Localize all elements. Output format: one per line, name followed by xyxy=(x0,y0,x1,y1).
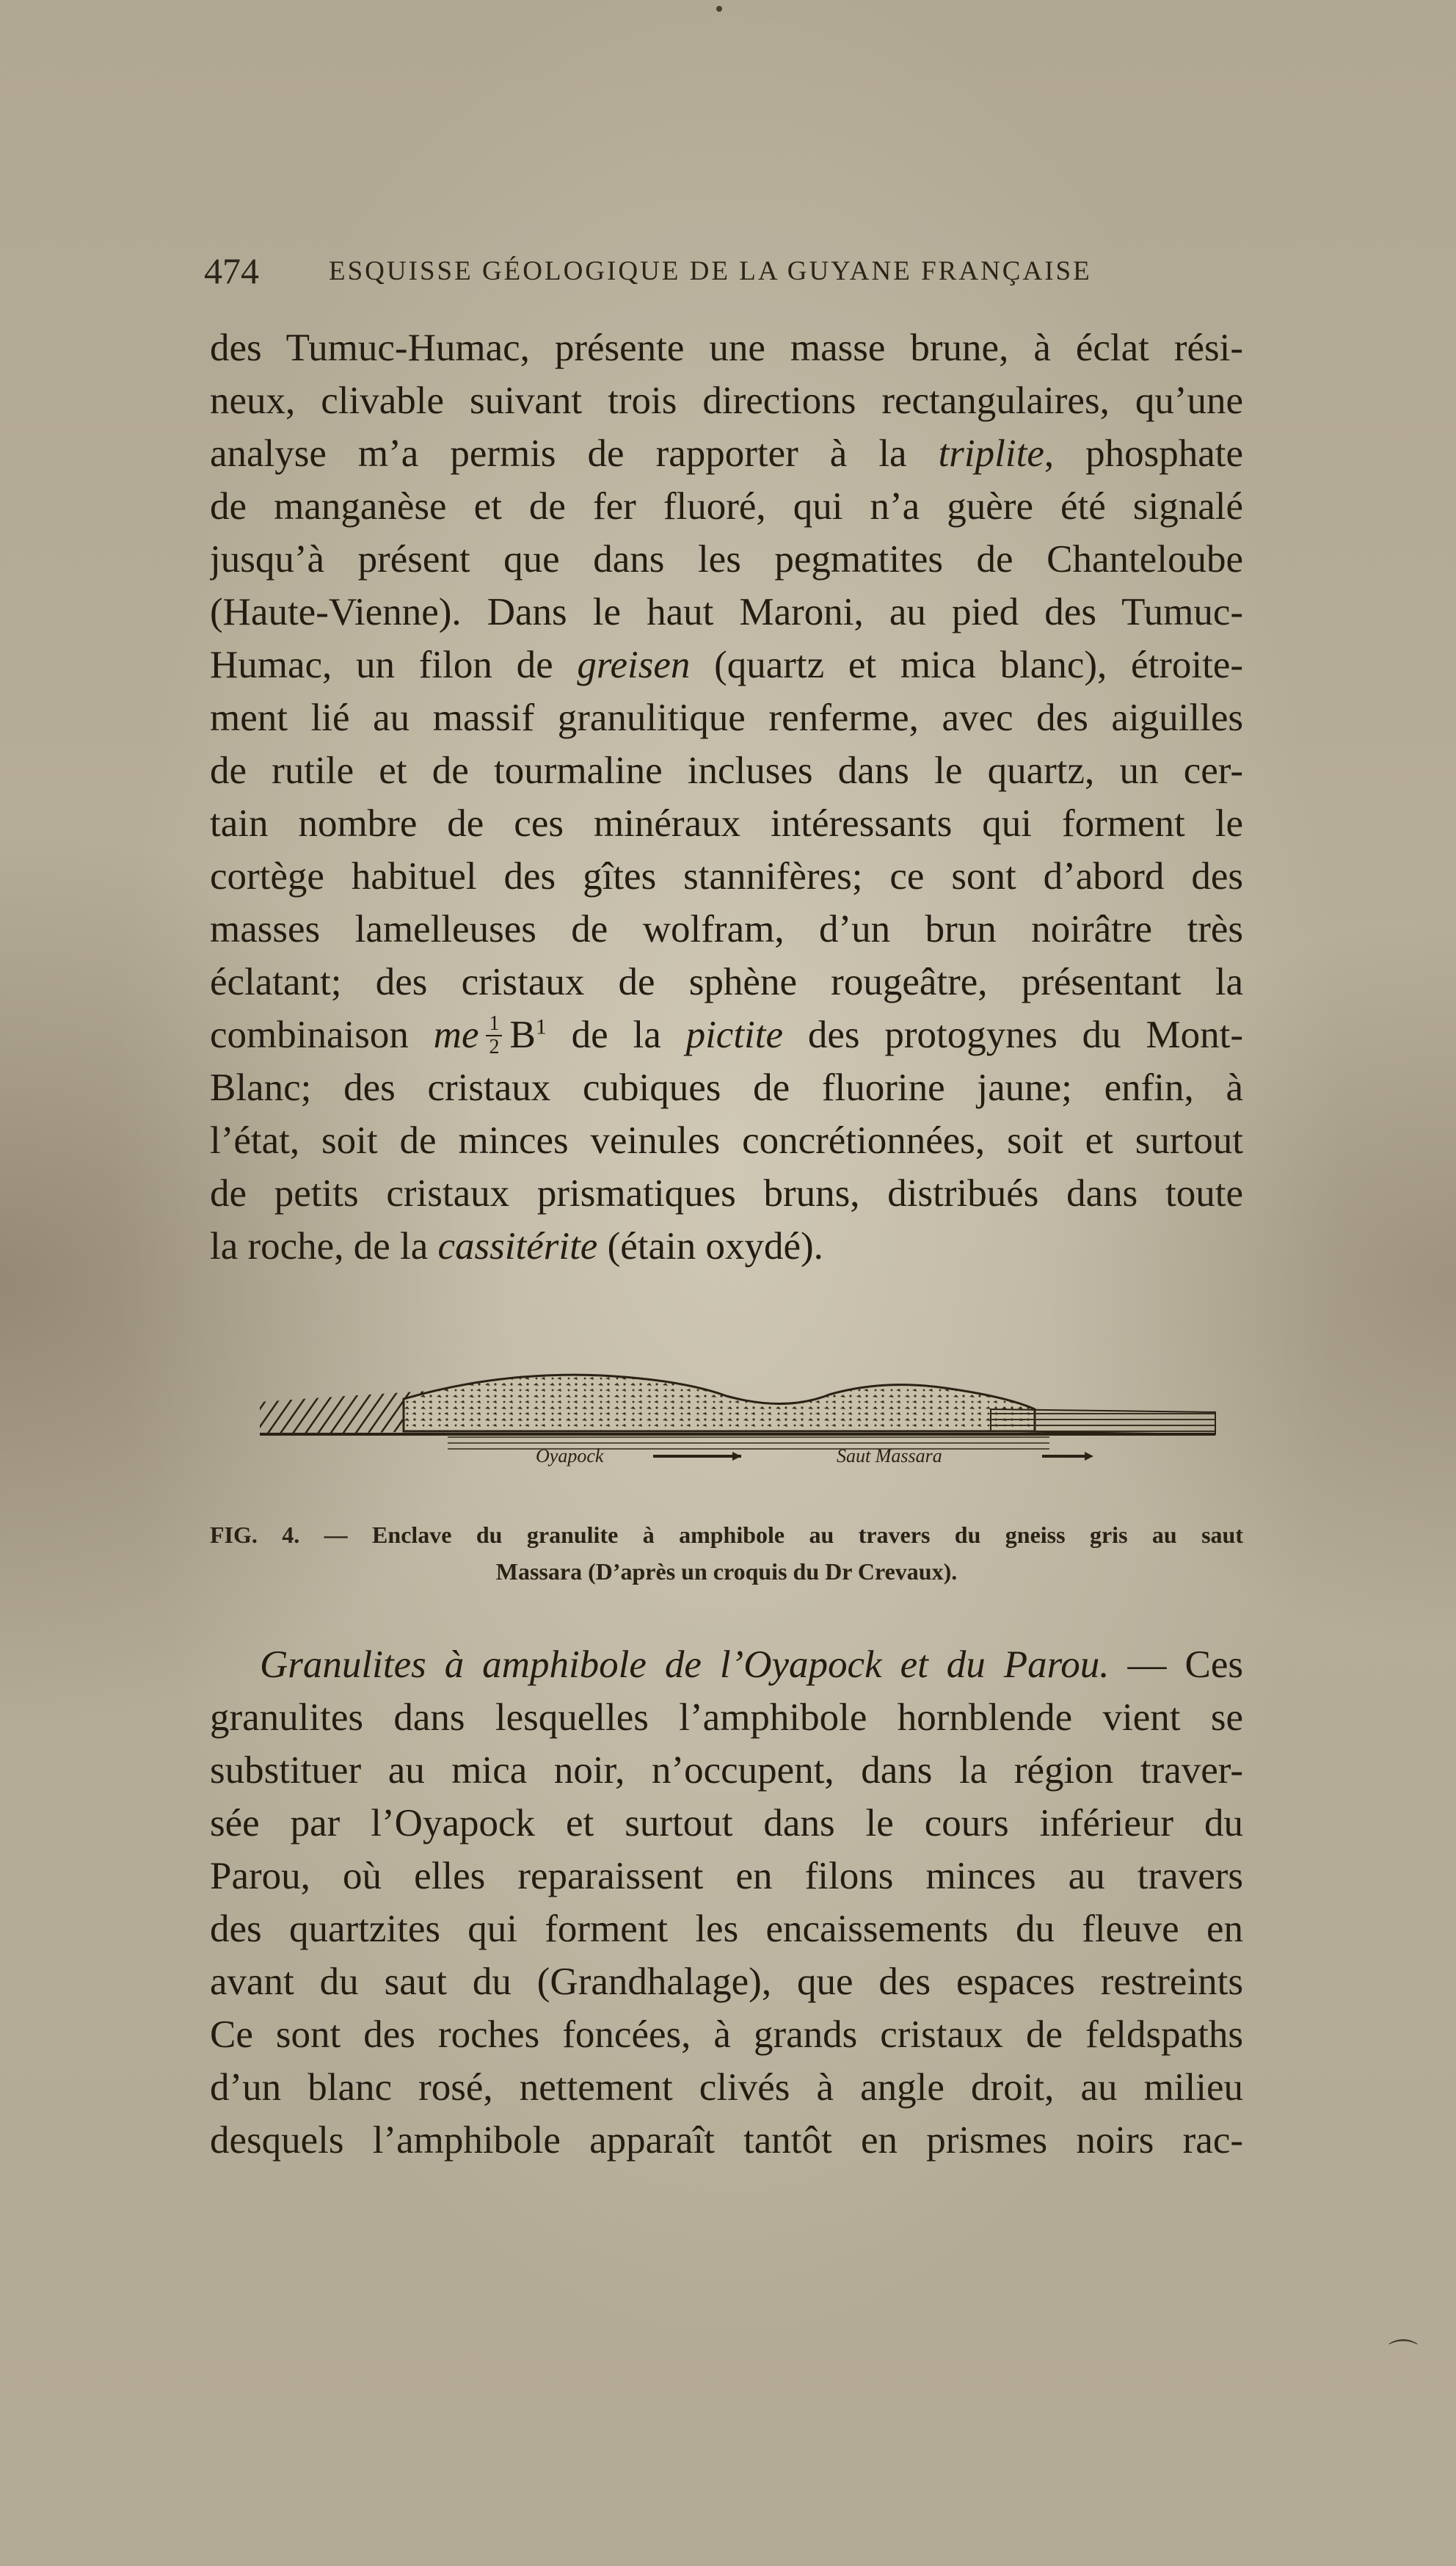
text-line: cortège habituel des gîtes stannifères; ce sont d’abord des xyxy=(210,855,1243,898)
text-line: d’un blanc rosé, nettement clivés à angle droit, au milieu xyxy=(210,2066,1243,2109)
text-line: (Haute-Vienne). Dans le haut Maroni, au pied des Tumuc- xyxy=(210,591,1243,633)
figure-label-oyapock: Oyapock xyxy=(536,1445,604,1466)
margin-mark: ⌒ xyxy=(1388,2338,1418,2371)
caption-line-1: FIG. 4. — Enclave du granulite à amphibole au travers du gneiss gris au saut xyxy=(210,1522,1243,1548)
text-line: substituer au mica noir, n’occupent, dans la région traver- xyxy=(210,1749,1243,1792)
text-line: Blanc; des cristaux cubiques de fluorine jaune; enfin, à xyxy=(210,1066,1243,1109)
text-line: masses lamelleuses de wolfram, d’un brun noirâtre très xyxy=(210,908,1243,951)
section-heading-line: Granulites à amphibole de l’Oyapock et du Parou. — Ces xyxy=(210,1638,1243,1691)
text-line: la roche, de la cassitérite (étain oxydé). xyxy=(210,1225,823,1268)
figure-caption xyxy=(210,1516,1243,1590)
text-line: des quartzites qui forment les encaissements du fleuve en xyxy=(210,1908,1243,1950)
text-line: Ce sont des roches foncées, à grands cristaux de feldspaths xyxy=(210,2013,1243,2056)
text-line: combinaison me $\frac{1}{2}$ $B^1$ de la pictite des protogynes du Mont- xyxy=(210,1011,1243,1058)
text-line: jusqu’à présent que dans les pegmatites de Chanteloube xyxy=(210,538,1243,581)
text-line: neux, clivable suivant trois directions rectangulaires, qu’une xyxy=(210,379,1243,422)
figure-label-saut-massara: Saut Massara xyxy=(837,1445,942,1466)
text-line: sée par l’Oyapock et surtout dans le cours inférieur du xyxy=(210,1802,1243,1844)
text-line: de petits cristaux prismatiques bruns, distribués dans toute xyxy=(210,1172,1243,1215)
text-line: Humac, un filon de greisen (quartz et mica blanc), étroite- xyxy=(210,644,1243,686)
text-line: tain nombre de ces minéraux intéressants qui forment le xyxy=(210,802,1243,845)
running-head-title: ESQUISSE GÉOLOGIQUE DE LA GUYANE FRANÇAISE xyxy=(329,256,1092,286)
fraction: $\frac{1}{2}$ xyxy=(486,1013,502,1058)
section-heading: Granulites à amphibole de l’Oyapock et du Parou. xyxy=(260,1643,1110,1686)
paragraph-2 xyxy=(210,1638,1243,2167)
text-line: analyse m’a permis de rapporter à la triplite, phosphate xyxy=(210,432,1243,475)
text-line: desquels l’amphibole apparaît tantôt en prismes noirs rac- xyxy=(210,2119,1243,2162)
text-line: ment lié au massif granulitique renferme, avec des aiguilles xyxy=(210,697,1243,739)
figure-4-cross-section xyxy=(257,1358,1218,1475)
text-line: Parou, où elles reparaissent en filons minces au travers xyxy=(210,1855,1243,1897)
running-head xyxy=(200,250,1256,301)
gneiss-right-layer xyxy=(991,1409,1215,1434)
paragraph-1 xyxy=(210,321,1243,1273)
text-line: des Tumuc-Humac, présente une masse brune, à éclat rési- xyxy=(210,327,1243,369)
print-speck xyxy=(716,6,722,12)
granulite-enclave xyxy=(404,1375,1035,1431)
page-number: 474 xyxy=(204,250,259,291)
text-line: l’état, soit de minces veinules concrétionnées, soit et surtout xyxy=(210,1119,1243,1162)
text-line: éclatant; des cristaux de sphène rougeâtre, présentant la xyxy=(210,961,1243,1003)
text-line: de manganèse et de fer fluoré, qui n’a guère été signalé xyxy=(210,485,1243,528)
text-line: de rutile et de tourmaline incluses dans le quartz, un cer- xyxy=(210,749,1243,792)
text-line: granulites dans lesquelles l’amphibole hornblende vient se xyxy=(210,1696,1243,1739)
caption-line-2: Massara (D’après un croquis du Dr Crevaux). xyxy=(495,1558,958,1585)
text-line: avant du saut du (Grandhalage), que des espaces restreints xyxy=(210,1960,1243,2003)
